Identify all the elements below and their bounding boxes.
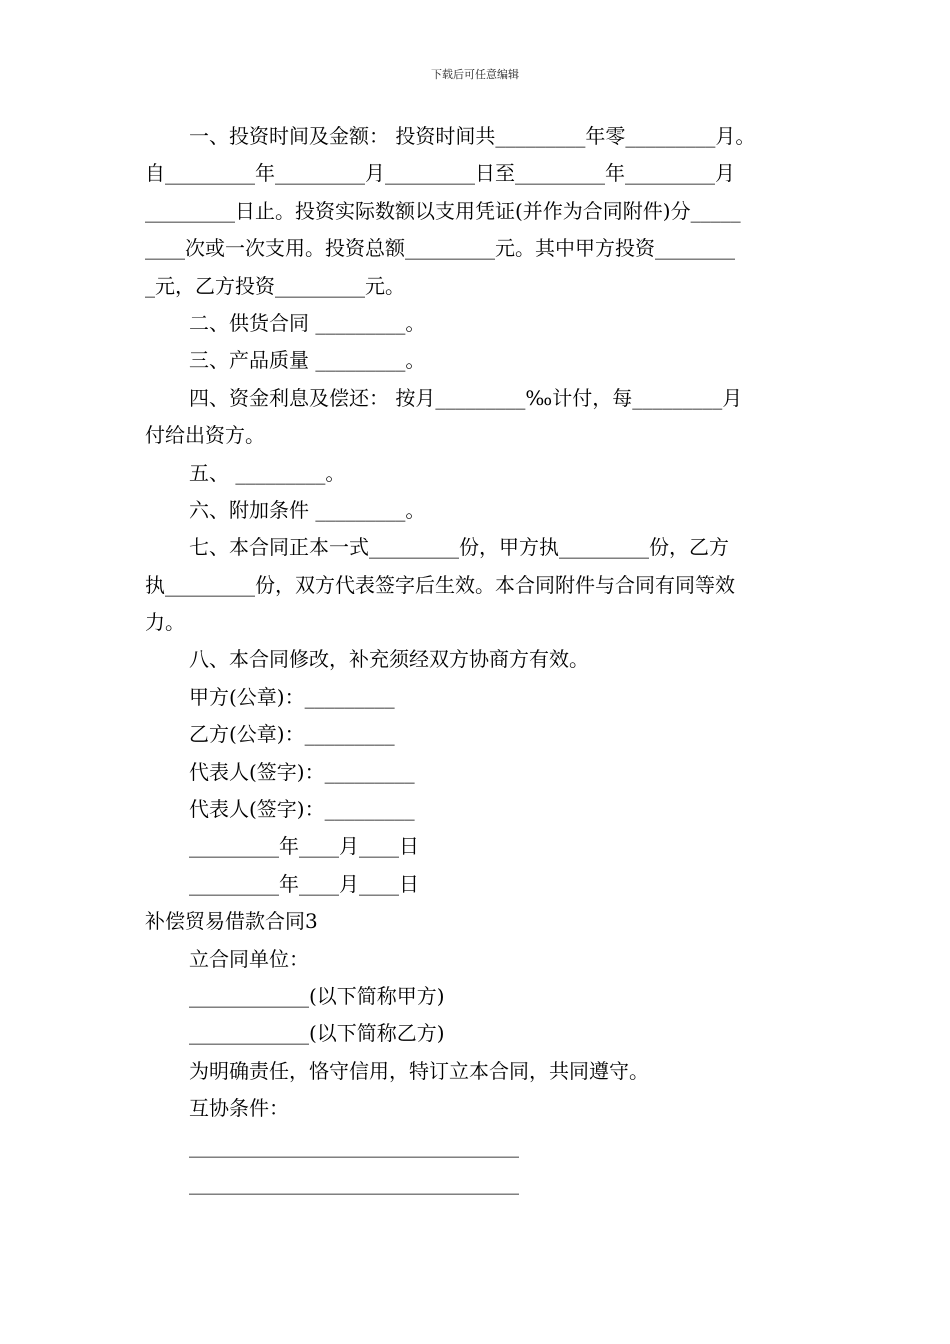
document-line: 一、投资时间及金额： 投资时间共_________年零_________月。: [189, 124, 756, 148]
document-line: 甲方(公章)：_________: [189, 684, 395, 709]
section-title: 补偿贸易借款合同3: [145, 909, 318, 934]
document-line: 二、供货合同 _________。: [189, 310, 426, 335]
document-line: _________年____月____日: [189, 871, 419, 896]
document-line: 执_________份，双方代表签字后生效。本合同附件与合同有同等效: [145, 572, 735, 597]
document-line: 八、本合同修改，补充须经双方协商方有效。: [189, 647, 589, 672]
document-line: _________________________________: [189, 1170, 519, 1195]
document-line: 为明确责任，恪守信用，特订立本合同，共同遵守。: [189, 1058, 649, 1083]
document-line: ____________(以下简称乙方): [189, 1021, 445, 1046]
document-line: 付给出资方。: [145, 423, 265, 448]
document-line: 立合同单位：: [189, 946, 309, 971]
document-line: ____次或一次支用。投资总额_________元。其中甲方投资________: [145, 236, 735, 261]
document-line: 三、产品质量 _________。: [189, 348, 426, 373]
document-body: [145, 118, 813, 1202]
document-line: 互协条件：: [189, 1096, 289, 1121]
document-line: _元，乙方投资_________元。: [145, 273, 405, 298]
document-line: 代表人(签字)：_________: [189, 797, 415, 822]
document-line: 七、本合同正本一式_________份，甲方执_________份，乙方: [189, 535, 729, 560]
page-header: 下载后可任意编辑: [431, 68, 519, 81]
document-line: 力。: [145, 610, 185, 635]
document-line: 五、 _________。: [189, 460, 346, 485]
document-line: 自_________年_________月_________日至_________年_________月: [145, 161, 735, 186]
document-line: 代表人(签字)：_________: [189, 759, 415, 784]
document-line: _________年____月____日: [189, 834, 419, 859]
document-line: _________________________________: [189, 1133, 519, 1158]
document-line: _________日止。投资实际数额以支用凭证(并作为合同附件)分_____: [145, 198, 741, 223]
document-line: 乙方(公章)：_________: [189, 722, 395, 747]
document-line: ____________(以下简称甲方): [189, 983, 445, 1008]
document-line: 四、资金利息及偿还： 按月_________‰计付，每_________月: [189, 385, 743, 410]
document-line: 六、附加条件 _________。: [189, 497, 426, 522]
